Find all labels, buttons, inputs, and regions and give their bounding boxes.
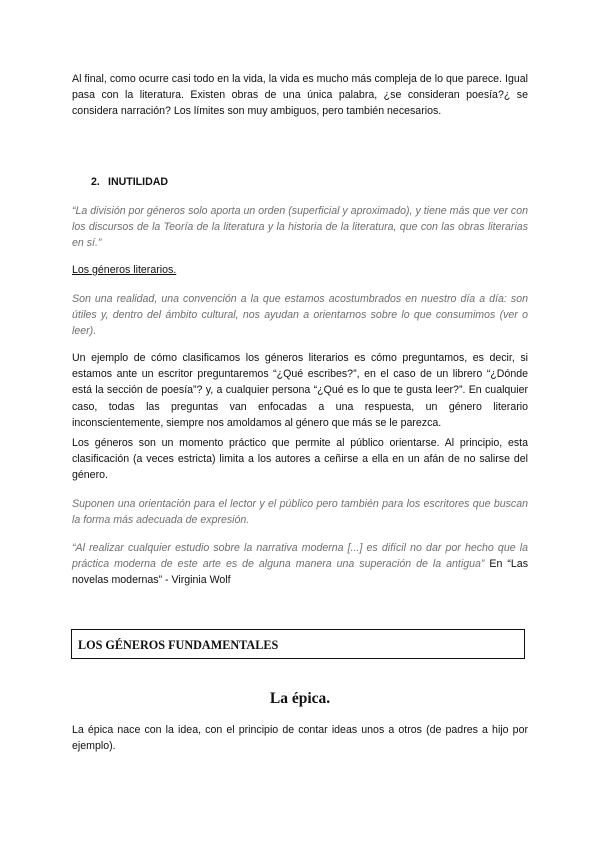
paragraph-momento-practico: Los géneros son un momento práctico que permite al público orientarse. Al principio, esta clasificación (a veces estricta) limita a los autores a ceñirse a ella en un afán de no salirse del género.: [72, 437, 528, 482]
gray-paragraph-convencion: Son una realidad, una convención a la que estamos acostumbrados en nuestro día a día: son útiles y, dentro del ámbito cultural, nos ayudan a orientarnos sobre lo que consumimos (ver o leer).: [72, 293, 528, 338]
section-title: INUTILIDAD: [108, 176, 169, 188]
section-number: 2.: [91, 176, 100, 188]
quote-woolf: [72, 540, 528, 589]
subheading-generos: Los géneros literarios.: [72, 264, 177, 276]
gray-paragraph-orientacion: Suponen una orientación para el lector y el público pero también para los escritores que buscan la forma más adecuada de expresión.: [72, 498, 528, 527]
quote-woolf-source: En “Las novelas modernas” - Virginia Wolf: [72, 558, 528, 587]
paragraph-ejemplo: Un ejemplo de cómo clasificamos los géneros literarios es cómo preguntamos, es decir, si estamos ante un escritor preguntaremos “¿Qué escribes?”, en el caso de un librero “¿Dónde está la sección de poesía”? y, a cualquier persona “¿Qué es lo que te gusta leer?”. En cualquier caso, todas las preguntas van enfocadas a una respuesta, un género literario inconscientemente, siempre nos amoldamos al género que más se le parezca.: [72, 352, 528, 429]
epic-title: La épica.: [269, 690, 331, 707]
intro-paragraph: Al final, como ocurre casi todo en la vida, la vida es mucho más compleja de lo que parece. Igual pasa con la literatura. Existen obras de una única palabra, ¿se consideran poesía?¿ se considera narración? Los límites son muy ambiguos, pero también necesarios.: [72, 73, 528, 118]
section-heading: [91, 176, 168, 188]
box-generos-fundamentales: LOS GÉNEROS FUNDAMENTALES: [71, 629, 525, 659]
quote-woolf-text: “Al realizar cualquier estudio sobre la narrativa moderna [...] es difícil no dar por hecho que la práctica moderna de este arte es de alguna manera una superación de la antigua”: [72, 542, 528, 571]
epic-paragraph: La épica nace con la idea, con el principio de contar ideas unos a otros (de padres a hijo por ejemplo).: [72, 724, 528, 753]
quote-division: “La división por géneros solo aporta un orden (superficial y aproximado), y tiene más que ver con los discursos de la Teoría de la literatura y la historia de la literatura, que con las obras literarias en sí.”: [72, 205, 528, 250]
